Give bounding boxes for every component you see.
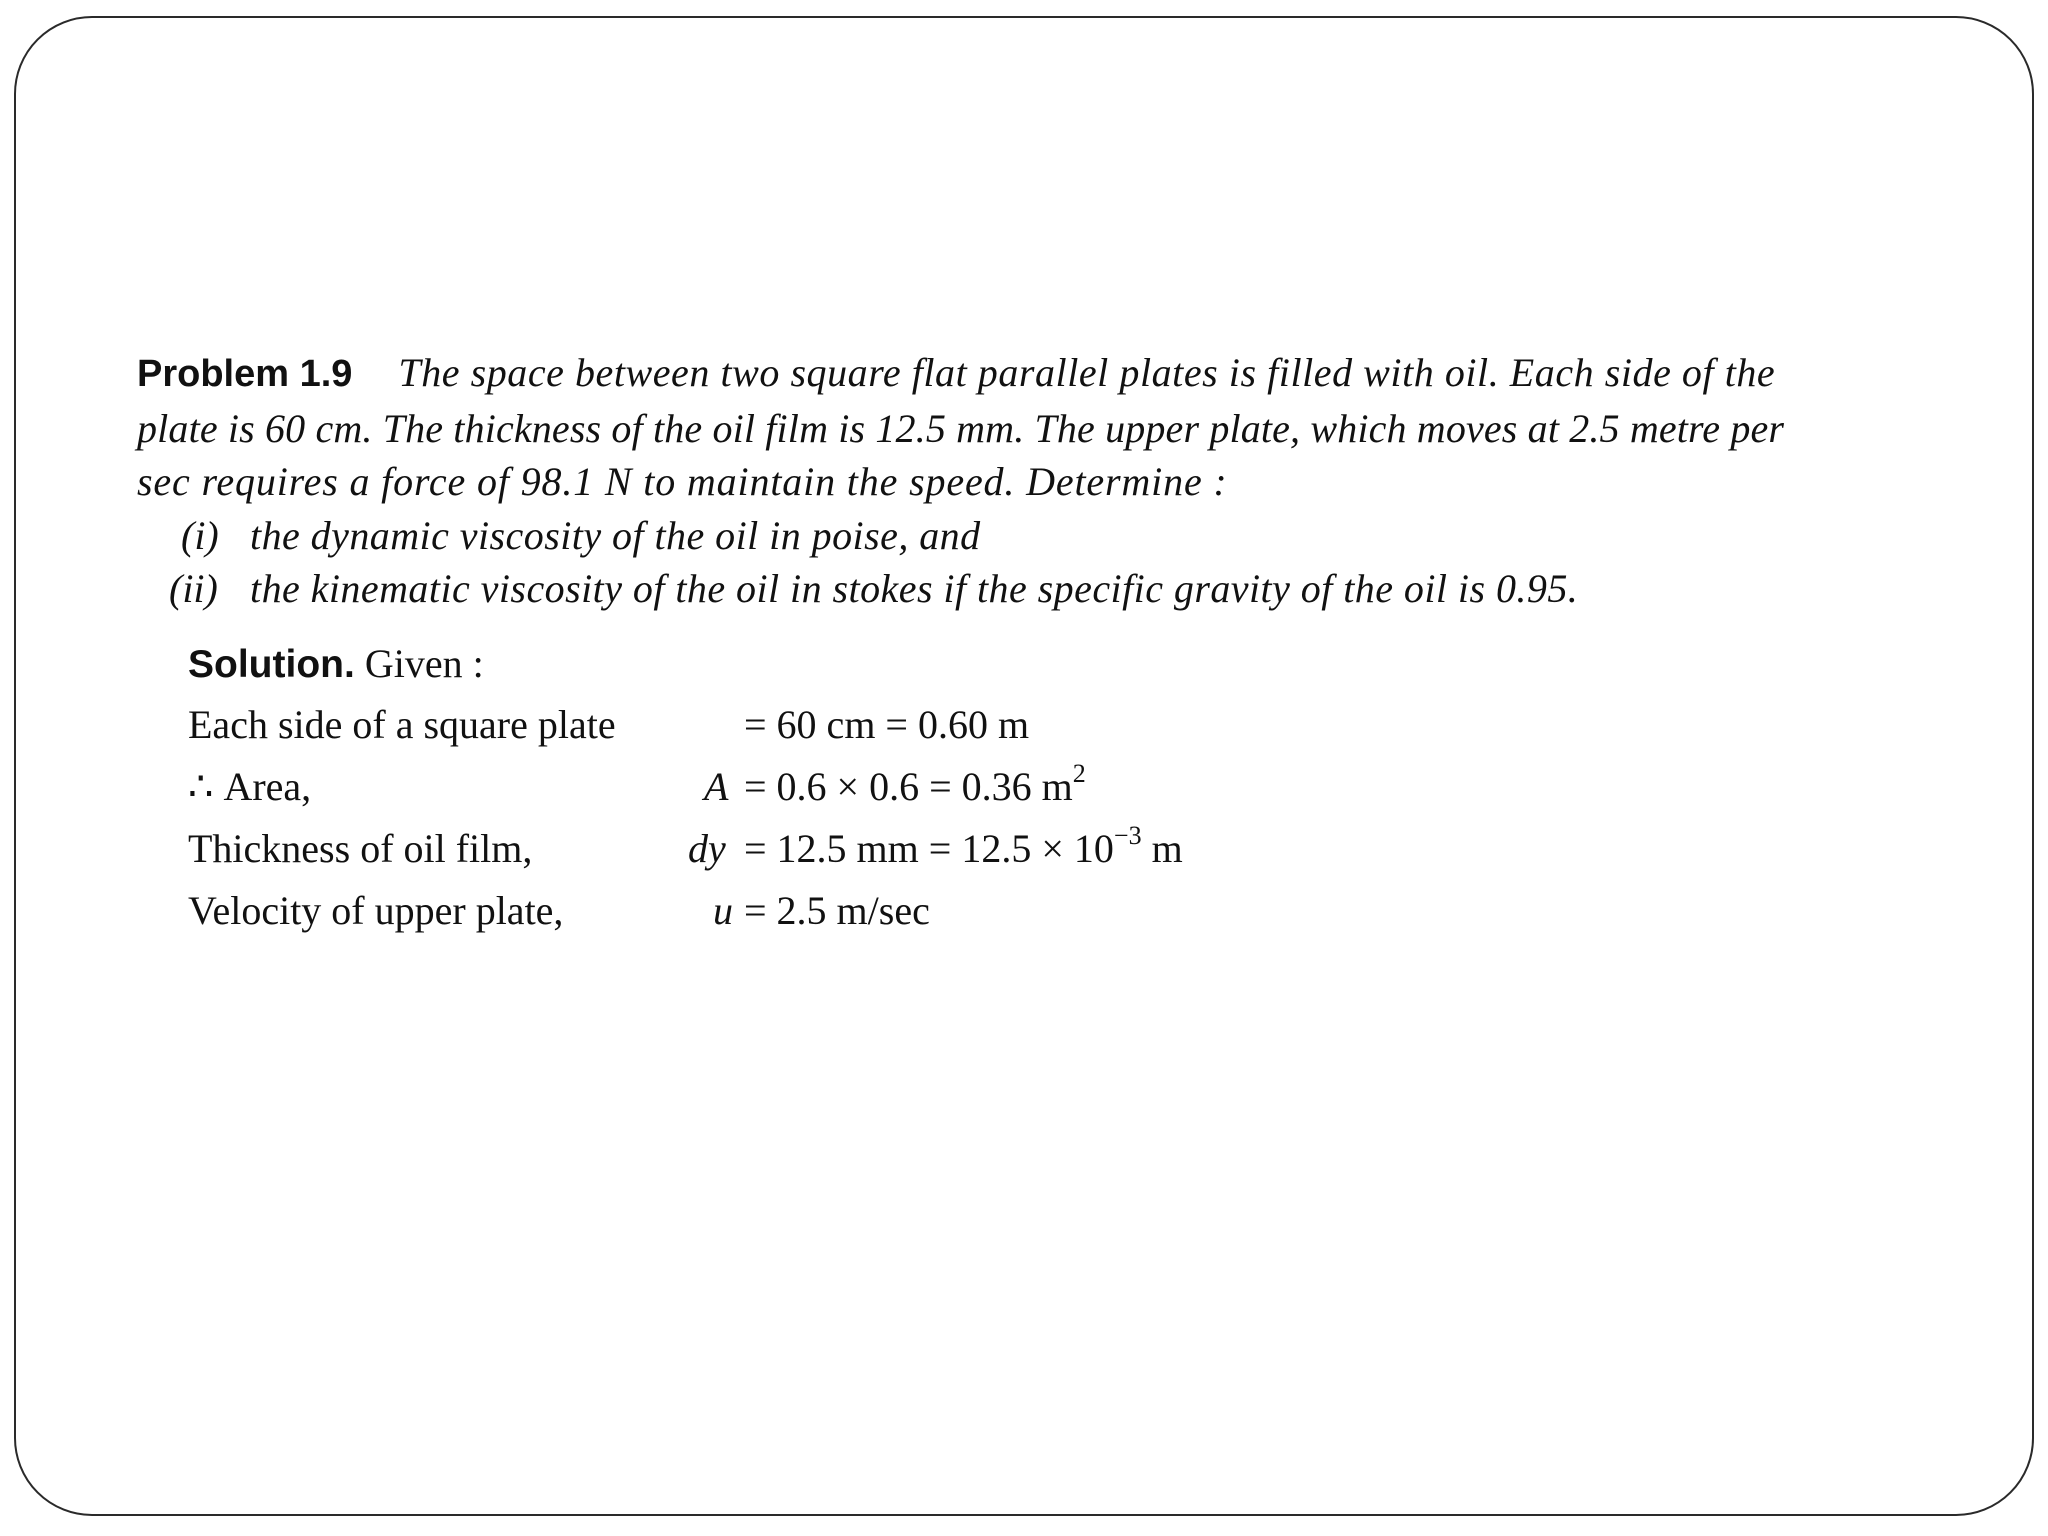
problem-text: sec requires a force of 98.1 N to maintain the speed. Determine : [137, 459, 1228, 504]
given-label: Thickness of oil film, [188, 826, 533, 871]
item-text: the dynamic viscosity of the oil in poise, and [250, 512, 981, 558]
problem-text: The space between two square flat parallel plates is filled with oil. Each side of the [398, 350, 1776, 395]
therefore-symbol: ∴ [188, 764, 214, 809]
problem-statement [137, 346, 1987, 616]
given-value: = 2.5 m/sec [744, 888, 930, 933]
given-symbol: u [713, 888, 733, 933]
solution-section [188, 634, 1388, 942]
problem-line-1 [137, 346, 1987, 402]
given-exponent: −3 [1113, 821, 1142, 850]
given-symbol: dy [688, 826, 726, 871]
given-row [188, 756, 1388, 818]
solution-label: Solution. [188, 643, 355, 686]
given-unit: m [1141, 826, 1183, 871]
given-label-text: Area, [223, 764, 312, 809]
problem-item-ii [137, 562, 1987, 616]
given-row [188, 694, 1388, 756]
given-value-text: = 0.6 × 0.6 = 0.36 m [744, 764, 1073, 809]
given-value [744, 756, 1086, 818]
item-marker: (i) [181, 512, 219, 558]
given-label: Velocity of upper plate, [188, 888, 564, 933]
given-value [744, 818, 1183, 880]
item-text: the kinematic viscosity of the oil in stokes if the specific gravity of the oil is 0.95. [250, 566, 1579, 611]
problem-text: plate is 60 cm. The thickness of the oil film is 12.5 mm. The upper plate, which moves at 2.5 metre per [137, 405, 1785, 451]
given-value: = 60 cm = 0.60 m [744, 702, 1030, 747]
problem-line-3 [137, 455, 1987, 509]
given-symbol: A [704, 764, 729, 809]
problem-label: Problem 1.9 [137, 353, 353, 395]
solution-heading [188, 634, 1388, 694]
problem-item-i [137, 509, 1987, 563]
given-row [188, 880, 1388, 942]
given-label [188, 756, 311, 818]
given-exponent: 2 [1072, 759, 1086, 788]
item-marker: (ii) [169, 566, 218, 611]
problem-line-2 [137, 402, 1987, 456]
given-label: Each side of a square plate [188, 702, 616, 747]
given-row [188, 818, 1388, 880]
given-value-text: = 12.5 mm = 12.5 × 10 [744, 826, 1114, 871]
solution-intro: Given : [364, 641, 484, 686]
